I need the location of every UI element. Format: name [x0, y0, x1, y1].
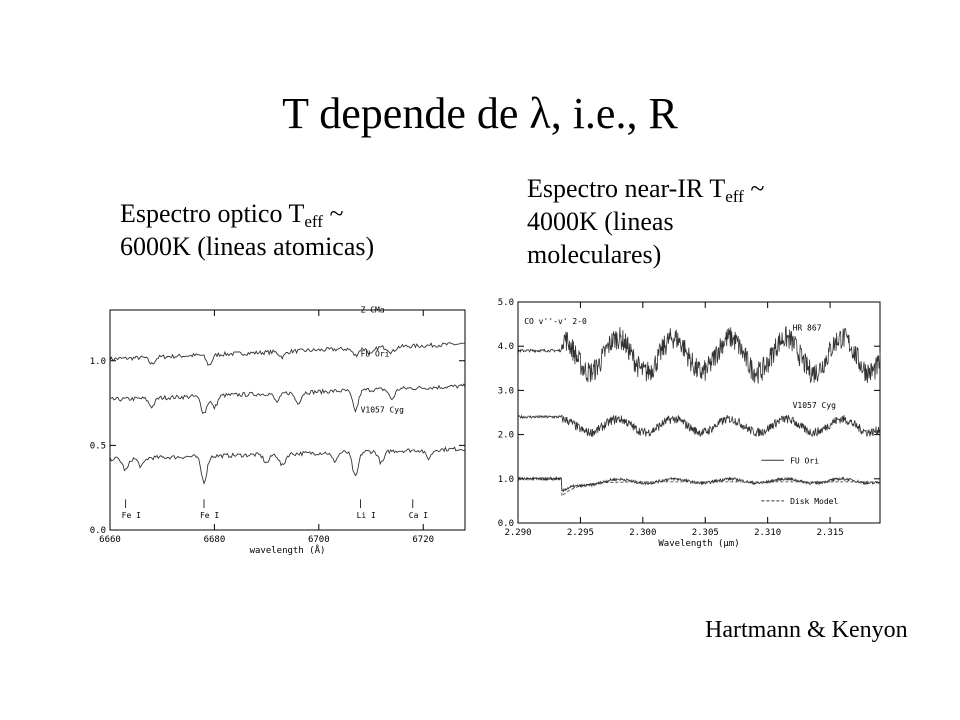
nearir-legend-label: FU Ori — [790, 456, 820, 466]
nearir-plot-frame — [518, 302, 880, 523]
optical-ytick-label: 0.0 — [89, 526, 106, 536]
optical-xtick-label: 6700 — [307, 535, 330, 545]
nearir-series-label: V1057 Cyg — [792, 401, 836, 411]
optical-line-id-fe-i: Fe I — [199, 511, 220, 521]
nearir-ytick-label: 5.0 — [497, 298, 514, 308]
caption-optical — [120, 197, 460, 263]
nearir-series-label: HR 867 — [792, 323, 822, 333]
optical-line-id-fe-i: Fe I — [121, 511, 141, 521]
optical-series-label: V1057 Cyg — [360, 405, 404, 415]
optical-line-id-ca-i: Ca I — [408, 511, 429, 521]
nearir-xaxis-label: Wavelength (μm) — [658, 539, 740, 549]
optical-xtick-label: 6680 — [203, 535, 226, 545]
optical-series-z-cma — [110, 343, 465, 366]
slide-title: T depende de λ, i.e., R — [282, 89, 678, 138]
caption-optical-line1: Espectro optico T — [120, 199, 305, 228]
nearir-series-hr-867 — [518, 327, 880, 384]
optical-series-v1057-cyg — [110, 447, 465, 483]
optical-series-fu-ori — [110, 384, 465, 413]
optical-series-label: Z CMa — [360, 305, 385, 315]
caption-optical-tilde: ~ — [322, 199, 344, 228]
nearir-xtick-label: 2.290 — [504, 528, 532, 538]
optical-ytick-label: 1.0 — [89, 356, 106, 367]
nearir-xtick-label: 2.300 — [629, 528, 657, 538]
nearir-ytick-label: 2.0 — [497, 430, 514, 441]
nearir-ytick-label: 0.0 — [497, 519, 514, 529]
nearir-ytick-label: 4.0 — [497, 342, 514, 353]
optical-plot-frame — [110, 310, 465, 530]
nearir-ytick-label: 1.0 — [497, 474, 514, 485]
optical-spectrum-chart — [80, 300, 480, 565]
nearir-ytick-label: 3.0 — [497, 386, 514, 397]
caption-nearir-line1: Espectro near-IR T — [527, 174, 726, 203]
nearir-xtick-label: 2.305 — [691, 528, 719, 538]
caption-optical-line2: 6000K (lineas atomicas) — [120, 232, 375, 261]
caption-nearir-line3: moleculares) — [527, 240, 662, 269]
optical-series-label: FU Ori — [360, 349, 390, 359]
optical-ytick-label: 0.5 — [89, 441, 106, 452]
caption-nearir — [527, 172, 847, 271]
nearir-series-disk-model — [518, 478, 880, 497]
nearir-legend-label: Disk Model — [790, 496, 839, 506]
caption-nearir-sub: eff — [725, 187, 744, 206]
nearir-xtick-label: 2.315 — [816, 528, 844, 538]
nearir-xtick-label: 2.310 — [754, 528, 782, 538]
nearir-xtick-label: 2.295 — [566, 528, 594, 538]
nearir-annotation: CO v''-v' 2-0 — [524, 317, 587, 327]
optical-xtick-label: 6720 — [412, 535, 435, 545]
optical-line-id-li-i: Li I — [356, 511, 376, 521]
optical-xaxis-label: wavelength (Å) — [249, 546, 326, 556]
caption-nearir-line2: 4000K (lineas — [527, 207, 674, 236]
optical-xtick-label: 6660 — [99, 535, 121, 545]
nearir-spectrum-chart — [488, 290, 888, 555]
caption-nearir-tilde: ~ — [743, 174, 765, 203]
caption-optical-sub: eff — [304, 212, 323, 231]
nearir-series-v1057-cyg — [518, 415, 880, 437]
credit: Hartmann & Kenyon — [705, 617, 908, 643]
